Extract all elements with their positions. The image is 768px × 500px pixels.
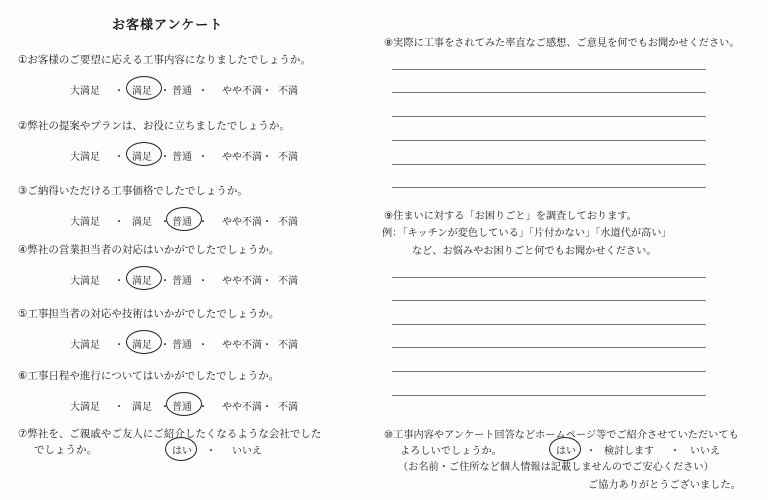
survey-title: お客様アンケート: [112, 18, 224, 33]
option-separator: ・: [160, 86, 170, 97]
answer-circle: [126, 266, 162, 290]
rating-option[interactable]: 普通: [172, 276, 192, 287]
q8-answer-line: [392, 116, 706, 117]
rating-option[interactable]: 満足: [132, 152, 152, 163]
q10-no[interactable]: いいえ: [690, 446, 720, 457]
option-separator: ・: [198, 402, 208, 413]
question-4: ④弊社の営業担当者の対応はいかがでしたでしょうか。: [18, 244, 280, 256]
rating-option[interactable]: 不満: [278, 152, 298, 163]
option-separator: ・: [198, 340, 208, 351]
q10-maybe[interactable]: 検討します: [604, 446, 654, 457]
option-separator: ・: [160, 152, 170, 163]
rating-option[interactable]: 不満: [278, 276, 298, 287]
rating-option[interactable]: 不満: [278, 402, 298, 413]
option-separator: ・: [114, 86, 124, 97]
option-separator: ・: [262, 152, 272, 163]
q7-separator: ・: [206, 446, 216, 457]
option-separator: ・: [114, 276, 124, 287]
q8-answer-line: [392, 164, 706, 165]
q9-answer-line: [392, 395, 706, 396]
q8-answer-line: [392, 140, 706, 141]
q10-separator: ・: [670, 446, 680, 457]
q8-answer-line: [392, 69, 706, 70]
option-separator: ・: [262, 340, 272, 351]
option-separator: ・: [262, 276, 272, 287]
option-separator: ・: [114, 217, 124, 228]
rating-option[interactable]: 満足: [132, 402, 152, 413]
rating-option[interactable]: 普通: [172, 217, 192, 228]
q7-no[interactable]: いいえ: [232, 446, 262, 457]
q9-answer-line: [392, 347, 706, 348]
question-1: ①お客様のご要望に応える工事内容になりましたでしょうか。: [18, 54, 311, 66]
q9-example-continued: など、お悩みやお困りごと何でもお聞かせください。: [412, 246, 657, 257]
q7-line2: でしょうか。: [34, 444, 97, 456]
option-separator: ・: [114, 402, 124, 413]
question-3: ③ご納得いただける工事価格でしたでしょうか。: [18, 185, 248, 197]
rating-option[interactable]: やや不満: [222, 86, 262, 97]
rating-option[interactable]: やや不満: [222, 152, 262, 163]
q10-privacy-note: （お名前・ご住所など個人情報は記載しませんのでご安心ください）: [398, 462, 714, 473]
answer-circle: [126, 142, 162, 166]
option-separator: ・: [114, 340, 124, 351]
rating-option[interactable]: 大満足: [70, 276, 100, 287]
option-separator: ・: [198, 152, 208, 163]
rating-option[interactable]: やや不満: [222, 402, 262, 413]
option-separator: ・: [160, 217, 170, 228]
rating-option[interactable]: 普通: [172, 340, 192, 351]
q7-line1: ⑦弊社を、ご親戚やご友人にご紹介したくなるような会社でした: [18, 428, 322, 440]
q10-yes[interactable]: はい: [556, 446, 576, 457]
rating-option[interactable]: 満足: [132, 217, 152, 228]
q9-answer-line: [392, 277, 706, 278]
q10-line2: よろしいでしょうか。: [400, 446, 502, 457]
q9-answer-line: [392, 371, 706, 372]
rating-option[interactable]: 満足: [132, 276, 152, 287]
q7-answer-circle: [165, 437, 197, 461]
option-separator: ・: [198, 86, 208, 97]
answer-circle: [126, 330, 162, 354]
option-separator: ・: [262, 217, 272, 228]
q8-question: ⑧実際に工事をされてみた率直なご感想、ご意見を何でもお聞かせください。: [384, 38, 740, 49]
question-5: ⑤工事担当者の対応や技術はいかがでしたでしょうか。: [18, 308, 280, 320]
q9-answer-line: [392, 300, 706, 301]
q8-answer-line: [392, 92, 706, 93]
option-separator: ・: [262, 402, 272, 413]
option-separator: ・: [160, 276, 170, 287]
option-separator: ・: [114, 152, 124, 163]
answer-circle: [166, 392, 202, 416]
q9-example: 例：「キッチンが変色している」「片付かない」「水道代が高い」: [382, 228, 672, 239]
answer-circle: [126, 76, 162, 100]
option-separator: ・: [160, 340, 170, 351]
rating-option[interactable]: 普通: [172, 402, 192, 413]
rating-option[interactable]: 不満: [278, 340, 298, 351]
option-separator: ・: [160, 402, 170, 413]
question-6: ⑥工事日程や進行についてはいかがでしたでしょうか。: [18, 370, 280, 382]
option-separator: ・: [198, 276, 208, 287]
rating-option[interactable]: 満足: [132, 340, 152, 351]
q9-question: ⑨住まいに対する「お困りごと」を調査しております。: [384, 211, 637, 222]
option-separator: ・: [198, 217, 208, 228]
q9-answer-line: [392, 324, 706, 325]
rating-option[interactable]: 大満足: [70, 340, 100, 351]
question-2: ②弊社の提案やプランは、お役に立ちましたでしょうか。: [18, 120, 290, 132]
rating-option[interactable]: 大満足: [70, 402, 100, 413]
rating-option[interactable]: 大満足: [70, 217, 100, 228]
rating-option[interactable]: 満足: [132, 86, 152, 97]
q10-line1: ⑩工事内容やアンケート回答などホームページ等でご紹介させていただいても: [384, 430, 739, 441]
thanks-message: ご協力ありがとうございました。: [588, 480, 741, 491]
rating-option[interactable]: やや不満: [222, 276, 262, 287]
q7-yes[interactable]: はい: [172, 446, 192, 457]
rating-option[interactable]: 普通: [172, 152, 192, 163]
q10-separator: ・: [586, 446, 596, 457]
answer-circle: [166, 207, 202, 231]
rating-option[interactable]: 不満: [278, 86, 298, 97]
rating-option[interactable]: やや不満: [222, 340, 262, 351]
rating-option[interactable]: 不満: [278, 217, 298, 228]
rating-option[interactable]: やや不満: [222, 217, 262, 228]
rating-option[interactable]: 大満足: [70, 86, 100, 97]
q8-answer-line: [392, 187, 706, 188]
rating-option[interactable]: 大満足: [70, 152, 100, 163]
option-separator: ・: [262, 86, 272, 97]
rating-option[interactable]: 普通: [172, 86, 192, 97]
